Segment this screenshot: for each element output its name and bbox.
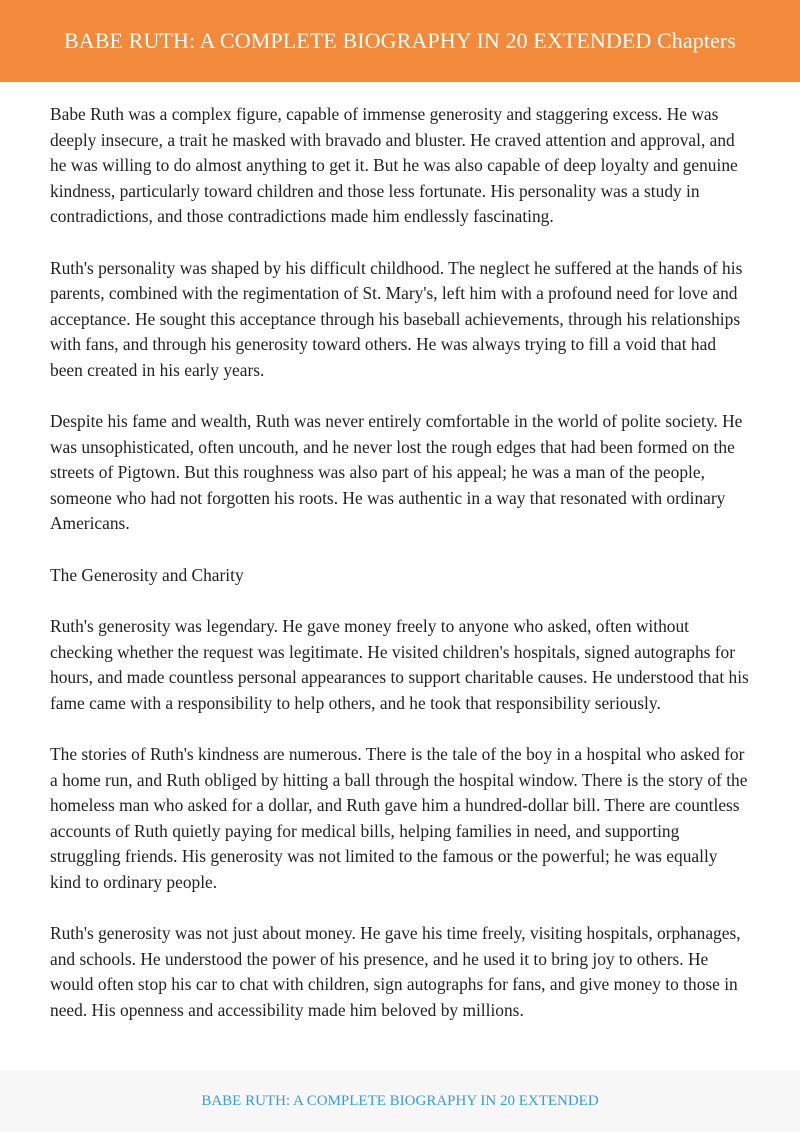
paragraph: Ruth's generosity was not just about money. He gave his time freely, visiting hospitals, orphanages, and schools. He understood the power of his presence, and he used it to bring joy to others. He would often stop his car to chat with children, sign autographs for fans, and give money to those in need. His openness and accessibility made him beloved by millions. (50, 923, 741, 1020)
paragraph: Despite his fame and wealth, Ruth was never entirely comfortable in the world of polite society. He was unsophisticated, often uncouth, and he never lost the rough edges that had been formed on the streets of Pigtown. But this roughness was also part of his appeal; he was a man of the people, someone who had not forgotten his roots. He was authentic in a way that resonated with ordinary Americans. (50, 411, 743, 533)
footer-text: BABE RUTH: A COMPLETE BIOGRAPHY IN 20 EXTENDED (201, 1092, 599, 1109)
page-footer (0, 1070, 800, 1132)
header-title: BABE RUTH: A COMPLETE BIOGRAPHY IN 20 EXTENDED Chapters (64, 28, 736, 53)
paragraph: Ruth's generosity was legendary. He gave money freely to anyone who asked, often without checking whether the request was legitimate. He visited children's hospitals, signed autographs for hours, and made countless personal appearances to support charitable causes. He understood that his fame came with a responsibility to help others, and he took that responsibility seriously. (50, 616, 749, 713)
document-body (50, 102, 752, 1049)
paragraph: Babe Ruth was a complex figure, capable of immense generosity and staggering excess. He was deeply insecure, a trait he masked with bravado and bluster. He craved attention and approval, and he was willing to do almost anything to get it. But he was also capable of deep loyalty and genuine kindness, particularly toward children and those less fortunate. His personality was a study in contradictions, and those contradictions made him endlessly fascinating. (50, 104, 738, 226)
page-header (0, 0, 800, 82)
paragraph: The stories of Ruth's kindness are numerous. There is the tale of the boy in a hospital who asked for a home run, and Ruth obliged by hitting a ball through the hospital window. There is the story of the homeless man who asked for a dollar, and Ruth gave him a hundred-dollar bill. There are countless accounts of Ruth quietly paying for medical bills, helping families in need, and supporting struggling friends. His generosity was not limited to the famous or the powerful; he was equally kind to ordinary people. (50, 744, 748, 892)
paragraph: Ruth's personality was shaped by his difficult childhood. The neglect he suffered at the hands of his parents, combined with the regimentation of St. Mary's, left him with a profound need for love and acceptance. He sought this acceptance through his baseball achievements, through his relationships with fans, and through his generosity toward others. He was always trying to fill a void that had been created in his early years. (50, 257, 743, 380)
section-heading: The Generosity and Charity (50, 564, 244, 585)
